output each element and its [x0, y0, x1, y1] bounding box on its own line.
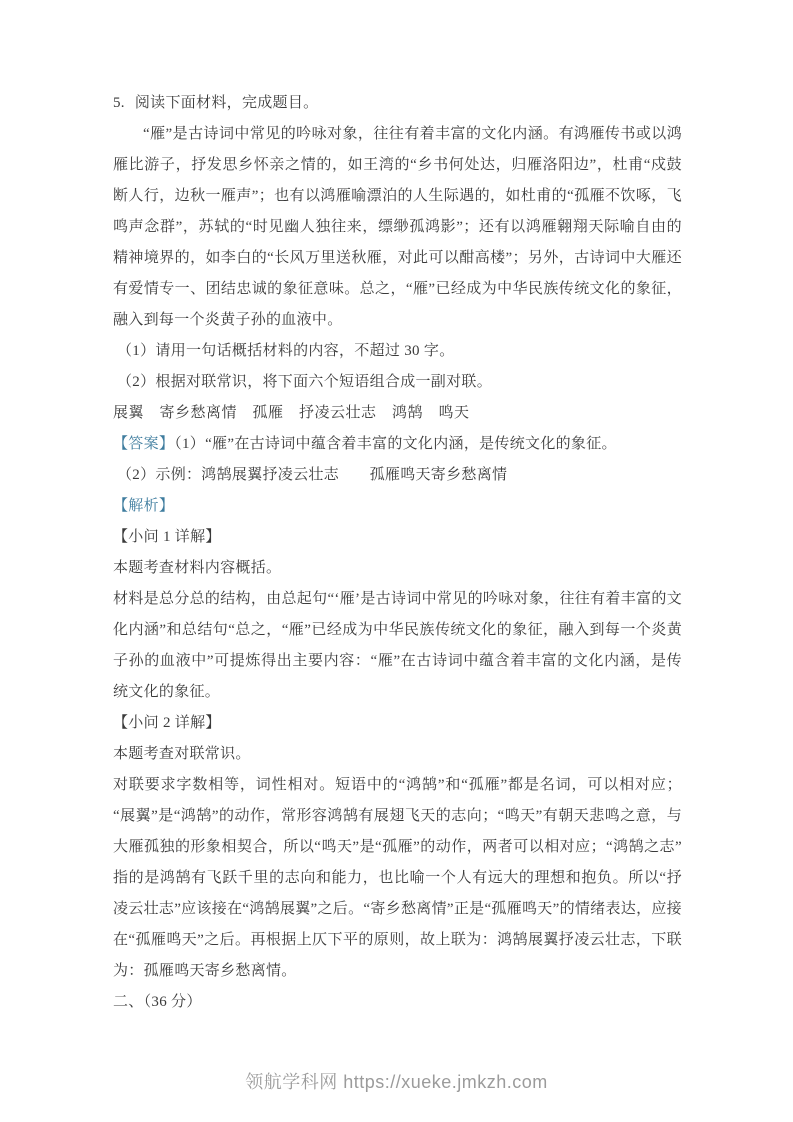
analysis-label: 【解析】	[113, 498, 175, 514]
watermark-footer	[0, 1068, 793, 1094]
sub-question-2: （2）根据对联常识，将下面六个短语组合成一副对联。	[117, 374, 493, 390]
answer-part-2: （2）示例：鸿鹄展翼抒凌云壮志 孤雁鸣天寄乡愁离情	[117, 467, 508, 483]
question-prompt: 阅读下面材料，完成题目。	[134, 95, 319, 111]
word-bank: 展翼 寄乡愁离情 孤雁 抒凌云壮志 鸿鹄 鸣天	[113, 405, 470, 421]
sub-question-1: （1）请用一句话概括材料的内容，不超过 30 字。	[117, 343, 455, 359]
answer-line-1	[113, 429, 682, 460]
subquestion-2-detail: 对联要求字数相等，词性相对。短语中的“鸿鹄”和“孤雁”都是名词，可以相对应；“展翼”是“鸿鹄”的动作，常形容鸿鹄有展翅飞天的志向；“鸣天”有朝天悲鸣之意，与大雁孤独的形象相契合，所以“鸣天”是“孤雁”的动作，两者可以相对应；“鸿鹄之志”指的是鸿鹄有飞跃千里的志向和能力，也比喻一个人有远大的理想和抱负。所以“抒凌云壮志”应该接在“鸿鹄展翼”之后。“寄乡愁离情”正是“孤雁鸣天”的情绪表达，应接在“孤雁鸣天”之后。再根据上仄下平的原则，故上联为：鸿鹄展翼抒凌云壮志，下联为：孤雁鸣天寄乡愁离情。	[113, 777, 682, 979]
question-number: 5.	[113, 95, 125, 111]
answer-label: 【答案】	[113, 436, 175, 452]
question-heading	[113, 88, 682, 119]
subquestion-1-heading: 【小问 1 详解】	[113, 529, 221, 545]
answer-part-1: （1）“雁”在古诗词中蕴含着丰富的文化内涵，是传统文化的象征。	[174, 436, 617, 452]
subquestion-1-detail: 材料是总分总的结构，由总起句“‘雁’是古诗词中常见的吟咏对象，往往有着丰富的文化内涵”和总结句“总之，“雁”已经成为中华民族传统文化的象征，融入到每一个炎黄子孙的血液中”可提炼得出主要内容：“雁”在古诗词中蕴含着丰富的文化内涵，是传统文化的象征。	[113, 591, 682, 700]
subquestion-2-heading: 【小问 2 详解】	[113, 715, 221, 731]
material-paragraph: “雁”是古诗词中常见的吟咏对象，往往有着丰富的文化内涵。有鸿雁传书或以鸿雁比游子，抒发思乡怀亲之情的，如王湾的“乡书何处达，归雁洛阳边”，杜甫“戍鼓断人行，边秋一雁声”；也有以鸿雁喻漂泊的人生际遇的，如杜甫的“孤雁不饮啄，飞鸣声念群”，苏轼的“时见幽人独往来，缥缈孤鸿影”；还有以鸿雁翱翔天际喻自由的精神境界的，如李白的“长风万里送秋雁，对此可以酣高楼”；另外，古诗词中大雁还有爱情专一、团结忠诚的象征意味。总之，“雁”已经成为中华民族传统文化的象征，融入到每一个炎黄子孙的血液中。	[113, 126, 682, 328]
subquestion-2-focus: 本题考查对联常识。	[113, 746, 251, 762]
next-section-heading: 二、（36 分）	[113, 994, 202, 1010]
watermark-text: 领航学科网 https://xueke.jmkzh.com	[245, 1072, 548, 1092]
subquestion-1-focus: 本题考查材料内容概括。	[113, 560, 282, 576]
document-content	[113, 88, 682, 1018]
